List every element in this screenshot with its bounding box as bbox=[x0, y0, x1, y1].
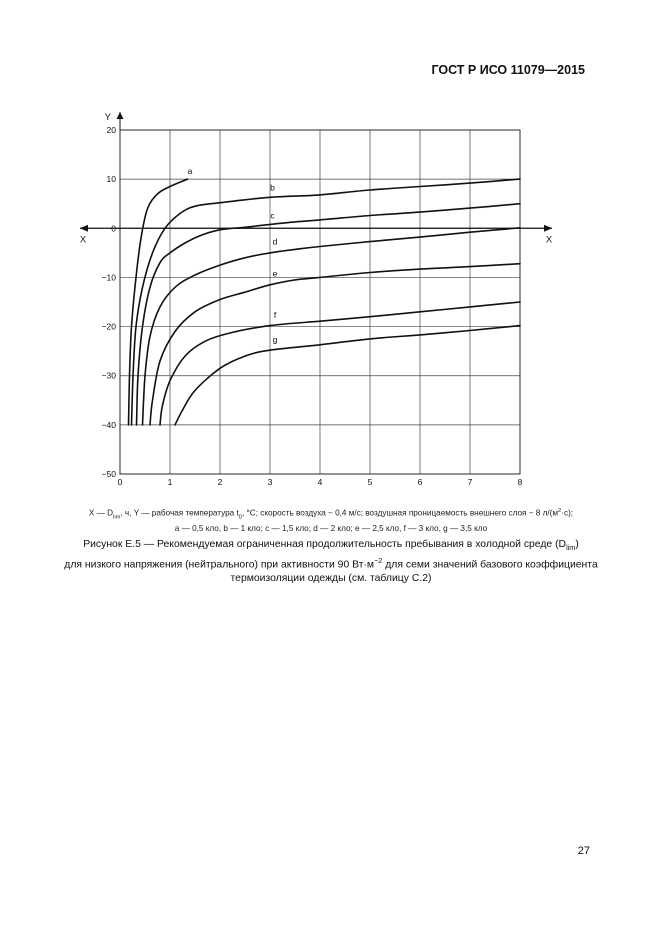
y-tick-label: −10 bbox=[101, 272, 116, 283]
notes-line-2: a — 0,5 кло, b — 1 кло; c — 1,5 кло; d — 2 кло; e — 2,5 кло, f — 3 кло, g — 3,5 кло bbox=[174, 524, 488, 534]
curve-label-a: a bbox=[187, 166, 193, 177]
curve-label-e: e bbox=[272, 268, 278, 279]
caption-line-1 bbox=[40, 538, 622, 554]
y-tick-label: −50 bbox=[101, 469, 116, 479]
y-tick-label: −30 bbox=[101, 370, 116, 381]
curve-label-c: c bbox=[270, 210, 275, 221]
notes-text: ·с); bbox=[561, 508, 574, 518]
x-axis-label-left: X bbox=[79, 234, 87, 246]
y-axis-label: Y bbox=[104, 112, 111, 123]
document-header: ГОСТ Р ИСО 11079—2015 bbox=[431, 63, 585, 77]
x-tick-label: 5 bbox=[367, 477, 373, 487]
notes-subscript: 0 bbox=[238, 514, 242, 521]
y-tick-label: 0 bbox=[111, 223, 116, 234]
x-tick-label: 8 bbox=[517, 477, 523, 487]
series-line-f bbox=[160, 302, 520, 425]
notes-superscript: 2 bbox=[558, 508, 562, 514]
notes-subscript: lim bbox=[113, 514, 121, 521]
chart-series bbox=[129, 179, 521, 425]
x-tick-label: 3 bbox=[267, 477, 273, 487]
x-axis-arrow-right bbox=[544, 225, 552, 232]
caption-text: ) bbox=[575, 539, 579, 550]
caption-text: для семи значений базового коэффициента bbox=[382, 559, 598, 571]
chart-curve-labels bbox=[188, 166, 278, 344]
caption-superscript: −2 bbox=[374, 556, 383, 566]
caption-line-3: термоизоляции одежды (см. таблицу C.2) bbox=[230, 572, 432, 584]
y-axis-arrow bbox=[117, 112, 124, 119]
x-tick-label: 0 bbox=[117, 477, 123, 487]
curve-label-g: g bbox=[272, 334, 278, 345]
notes-text: , °C; скорость воздуха − 0,4 м/с; воздушная проницаемость внешнего слоя − 8 л/(м bbox=[241, 508, 559, 518]
caption-text: Рисунок E.5 — Рекомендуемая ограниченная продолжительность пребывания в холодной среде (D bbox=[83, 539, 567, 550]
y-tick-label: −40 bbox=[101, 419, 116, 430]
curve-label-f: f bbox=[273, 310, 277, 321]
x-tick-label: 4 bbox=[317, 477, 323, 487]
figure-notes bbox=[36, 505, 626, 535]
curve-label-b: b bbox=[270, 182, 275, 193]
caption-line-2 bbox=[40, 554, 622, 571]
series-line-b bbox=[132, 179, 521, 425]
series-line-e bbox=[150, 264, 520, 425]
notes-text: X — D bbox=[88, 508, 114, 518]
series-line-g bbox=[175, 326, 520, 425]
caption-text: для низкого напряжения (нейтрального) при активности 90 Вт·м bbox=[64, 559, 375, 571]
curve-label-d: d bbox=[272, 236, 278, 247]
caption-subscript: lim bbox=[566, 543, 576, 553]
y-tick-label: −20 bbox=[101, 321, 116, 332]
x-tick-label: 7 bbox=[467, 477, 473, 487]
x-axis-arrow-left bbox=[80, 225, 88, 232]
figure-caption bbox=[40, 538, 622, 585]
x-axis-label-right: X bbox=[545, 234, 553, 246]
y-tick-label: 10 bbox=[106, 174, 116, 185]
x-tick-label: 2 bbox=[217, 477, 223, 487]
notes-line-1 bbox=[36, 505, 626, 523]
y-tick-label: 20 bbox=[106, 125, 116, 135]
chart-tick-labels bbox=[80, 112, 553, 487]
notes-text: , ч, Y — рабочая температура t bbox=[120, 508, 239, 518]
x-tick-label: 1 bbox=[167, 477, 173, 487]
page-number: 27 bbox=[577, 845, 590, 857]
x-tick-label: 6 bbox=[417, 477, 423, 487]
